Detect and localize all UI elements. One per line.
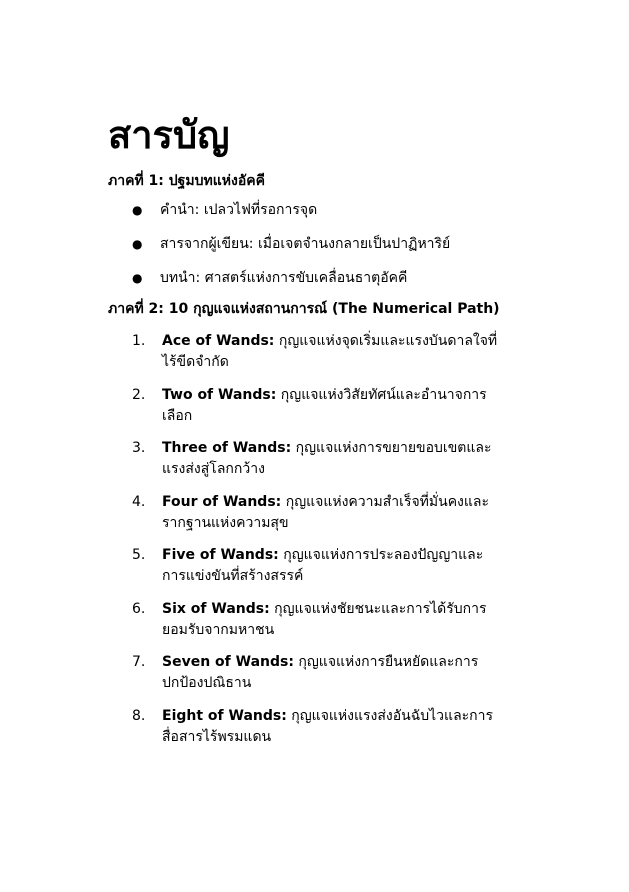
- item-card-name: Five of Wands:: [162, 547, 279, 563]
- item-number: 3.: [132, 440, 146, 456]
- item-description-continued: การแข่งขันที่สร้างสรรค์: [162, 568, 304, 584]
- item-description-continued: เลือก: [162, 407, 193, 424]
- item-number: 2.: [132, 386, 146, 403]
- list-item: [108, 267, 528, 289]
- list-item: [108, 199, 528, 221]
- part2-heading: ภาคที่ 2: 10 กุญแจแห่งสถานการณ์ (The Numerical Path): [108, 301, 500, 317]
- part1-list: [108, 199, 528, 301]
- item-card-name: Ace of Wands:: [162, 333, 275, 349]
- item-number: 4.: [132, 493, 146, 510]
- item-number: 7.: [132, 654, 146, 670]
- item-number: 1.: [132, 333, 146, 349]
- item-number: 8.: [132, 707, 146, 724]
- list-item: [108, 438, 528, 480]
- page-title: สารบัญ: [108, 113, 230, 157]
- item-description: กุญแจแห่งชัยชนะและการได้รับการ: [269, 600, 487, 617]
- item-card-name: Two of Wands:: [162, 386, 277, 403]
- part1-heading: ภาคที่ 1: ปฐมบทแห่งอัคคี: [108, 173, 265, 189]
- item-description: กุญแจแห่งการประลองปัญญาและ: [278, 547, 484, 563]
- list-item: [108, 233, 528, 255]
- bullet-icon: ●: [132, 271, 143, 285]
- item-description: กุญแจแห่งจุดเริ่มและแรงบันดาลใจที่: [274, 333, 498, 349]
- list-item: [108, 652, 528, 694]
- list-item: [108, 545, 528, 587]
- bullet-icon: ●: [132, 203, 143, 217]
- item-number: 5.: [132, 547, 146, 563]
- item-description: กุญแจแห่งการขยายขอบเขตและ: [291, 440, 492, 456]
- bullet-icon: ●: [132, 237, 143, 251]
- item-description-continued: ยอมรับจากมหาชน: [162, 621, 275, 638]
- list-item-text: สารจากผู้เขียน: เมื่อเจตจำนงกลายเป็นปาฏิหาริย์: [160, 236, 451, 252]
- list-item: [108, 706, 528, 748]
- item-description-continued: สื่อสารไร้พรมแดน: [162, 728, 272, 745]
- item-card-name: Eight of Wands:: [162, 707, 287, 724]
- list-item: [108, 599, 528, 641]
- item-card-name: Three of Wands:: [162, 440, 292, 456]
- item-card-name: Seven of Wands:: [162, 654, 294, 670]
- item-card-name: Four of Wands:: [162, 493, 282, 510]
- item-description-continued: ไร้ขีดจำกัด: [162, 354, 229, 370]
- list-item: [108, 492, 528, 534]
- item-description: กุญแจแห่งความสำเร็จที่มั่นคงและ: [281, 493, 490, 510]
- item-description: กุญแจแห่งการยืนหยัดและการ: [293, 654, 479, 670]
- item-card-name: Six of Wands:: [162, 600, 270, 617]
- item-description-continued: รากฐานแห่งความสุข: [162, 514, 289, 531]
- item-description: กุญแจแห่งวิสัยทัศน์และอำนาจการ: [276, 386, 487, 403]
- item-number: 6.: [132, 600, 146, 617]
- part2-list: [108, 331, 528, 759]
- item-description: กุญแจแห่งแรงส่งอันฉับไวและการ: [286, 707, 494, 724]
- item-description-continued: ปกป้องปณิธาน: [162, 675, 252, 691]
- list-item: [108, 385, 528, 427]
- item-description-continued: แรงส่งสู่โลกกว้าง: [162, 461, 265, 477]
- list-item: [108, 331, 528, 373]
- list-item-text: บทนำ: ศาสตร์แห่งการขับเคลื่อนธาตุอัคคี: [160, 270, 408, 286]
- list-item-text: คำนำ: เปลวไฟที่รอการจุด: [160, 202, 318, 218]
